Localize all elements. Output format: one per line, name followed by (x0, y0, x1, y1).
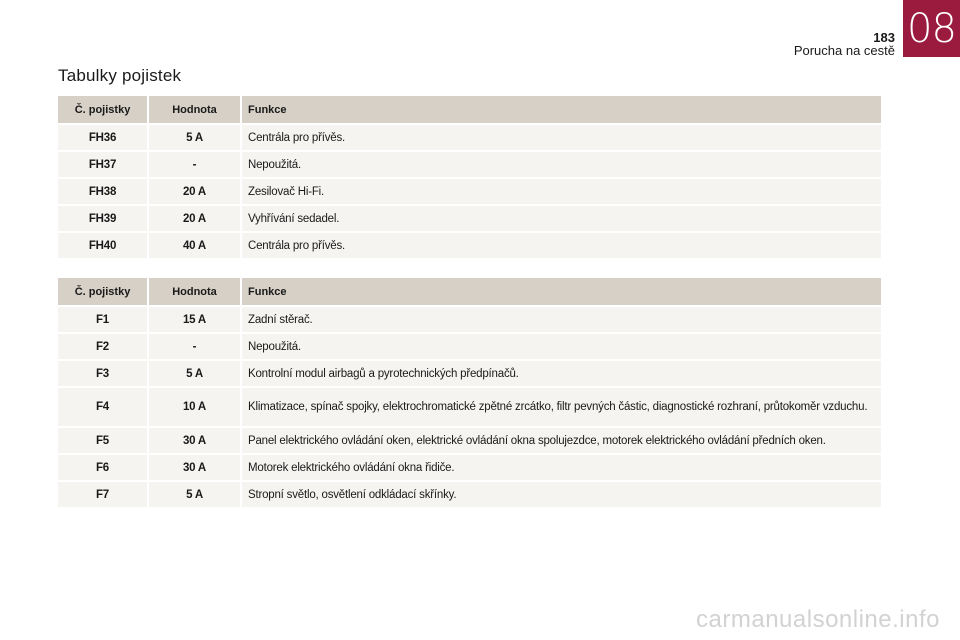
fuse-value: 40 A (149, 233, 240, 258)
fuse-function: Centrála pro přívěs. (242, 233, 881, 258)
fuse-function: Motorek elektrického ovládání okna řidiče. (242, 455, 881, 480)
table-row (58, 388, 881, 426)
table-row (58, 482, 881, 507)
watermark: carmanualsonline.info (696, 606, 940, 633)
fuse-function: Klimatizace, spínač spojky, elektrochromatické zpětné zrcátko, filtr pevných částic, diagnostické rozhraní, průtokoměr vzduchu. (242, 388, 881, 426)
table-row (58, 455, 881, 480)
table-row (58, 125, 881, 150)
fuse-value: - (149, 334, 240, 359)
fuse-number: F5 (58, 428, 147, 453)
fuse-value: 20 A (149, 206, 240, 231)
fuse-value: 30 A (149, 428, 240, 453)
fuse-value: 20 A (149, 179, 240, 204)
column-header-function: Funkce (242, 96, 881, 123)
fuse-function: Nepoužitá. (242, 152, 881, 177)
fuse-number: FH37 (58, 152, 147, 177)
column-header-fuse: Č. pojistky (58, 96, 147, 123)
table-row (58, 152, 881, 177)
fuse-value: 5 A (149, 482, 240, 507)
fuse-number: F6 (58, 455, 147, 480)
fuse-number: FH38 (58, 179, 147, 204)
fuse-value: 5 A (149, 361, 240, 386)
column-header-value: Hodnota (149, 278, 240, 305)
table-row (58, 179, 881, 204)
column-header-fuse: Č. pojistky (58, 278, 147, 305)
section-name: Poruchа na cestě (793, 43, 895, 58)
table-header-row (58, 278, 881, 305)
table-row (58, 361, 881, 386)
fuse-function: Vyhřívání sedadel. (242, 206, 881, 231)
fuse-value: 10 A (149, 388, 240, 426)
fuse-function: Zesilovač Hi-Fi. (242, 179, 881, 204)
fuse-number: F2 (58, 334, 147, 359)
fuse-function: Panel elektrického ovládání oken, elektrické ovládání okna spolujezdce, motorek elektrického ovládání předních oken. (242, 428, 881, 453)
fuse-number: FH39 (58, 206, 147, 231)
fuse-function: Centrála pro přívěs. (242, 125, 881, 150)
fuse-value: 15 A (149, 307, 240, 332)
table-row (58, 334, 881, 359)
fuse-function: Kontrolní modul airbagů a pyrotechnických předpínačů. (242, 361, 881, 386)
chapter-tab: 08 (903, 0, 960, 57)
table-row (58, 233, 881, 258)
page-title: Tabulky pojistek (58, 66, 182, 85)
fuse-number: FH36 (58, 125, 147, 150)
fuse-number: FH40 (58, 233, 147, 258)
fuse-number: F7 (58, 482, 147, 507)
fuse-function: Zadní stěrač. (242, 307, 881, 332)
column-header-function: Funkce (242, 278, 881, 305)
fuse-value: 30 A (149, 455, 240, 480)
table-row (58, 428, 881, 453)
fuse-value: 5 A (149, 125, 240, 150)
fuse-number: F3 (58, 361, 147, 386)
fuse-number: F4 (58, 388, 147, 426)
table-row (58, 206, 881, 231)
fuse-function: Stropní světlo, osvětlení odkládací skřínky. (242, 482, 881, 507)
page-number: 183 (873, 30, 895, 45)
fuse-table-2 (56, 276, 883, 509)
table-header-row (58, 96, 881, 123)
fuse-table-1 (56, 94, 883, 260)
fuse-value: - (149, 152, 240, 177)
column-header-value: Hodnota (149, 96, 240, 123)
table-row (58, 307, 881, 332)
fuse-function: Nepoužitá. (242, 334, 881, 359)
fuse-number: F1 (58, 307, 147, 332)
